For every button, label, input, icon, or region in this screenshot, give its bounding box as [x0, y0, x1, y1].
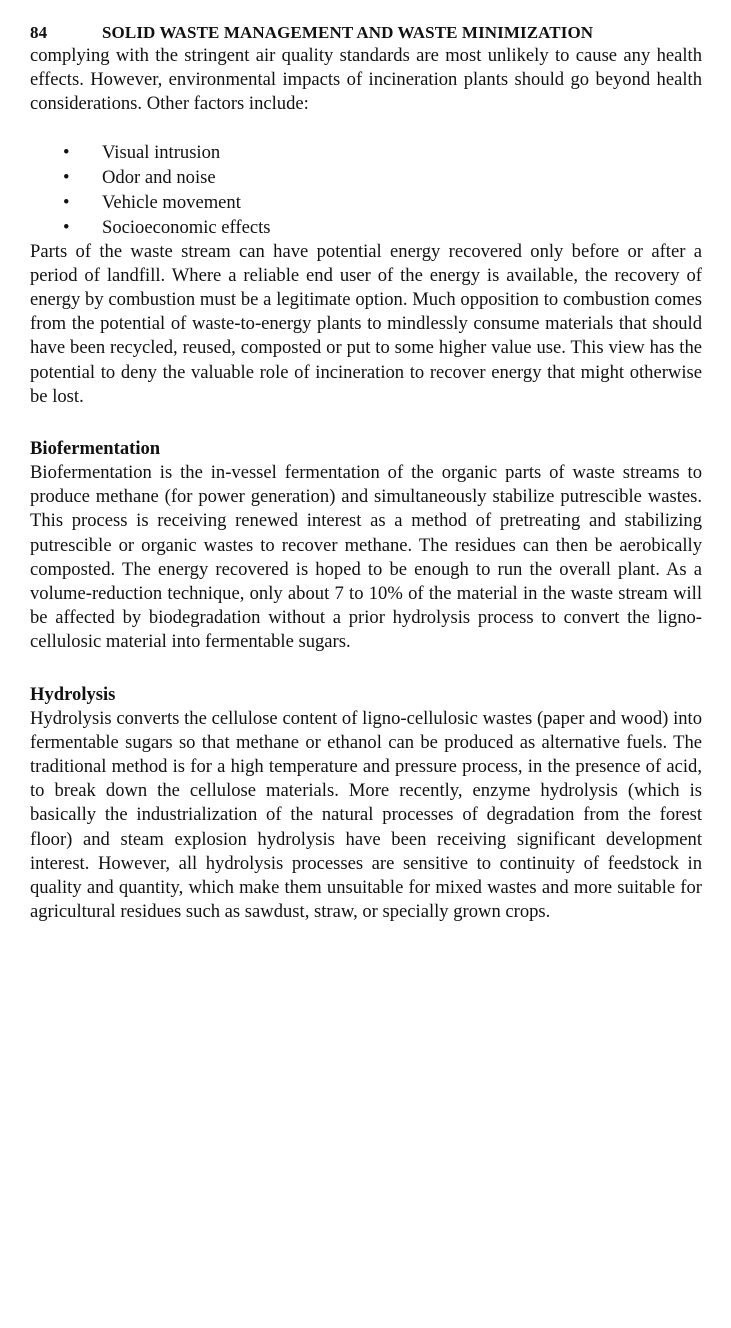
list-item	[30, 165, 702, 190]
bullet-icon: •	[63, 141, 70, 163]
running-header	[30, 22, 702, 44]
list-item	[30, 190, 702, 215]
bullet-icon: •	[63, 191, 70, 213]
list-item	[30, 215, 702, 240]
page-number: 84	[30, 23, 48, 42]
list-item-text: Socioeconomic effects	[102, 216, 271, 238]
document-page	[30, 22, 702, 924]
biofermentation-heading: Biofermentation	[30, 438, 161, 460]
hydrolysis-heading: Hydrolysis	[30, 683, 116, 705]
hydrolysis-paragraph: Hydrolysis converts the cellulose content of ligno-cellulosic wastes (paper and wood) into fermentable sugars so that methane or ethanol can be produced as alternative fuels. The traditional method is for a high temperature and pressure process, in the presence of acid, to break down the cellulose materials. More recently, enzyme hydrolysis (which is basically the industrialization of the natural processes of degradation from the forest floor) and steam explosion hydrolysis have been receiving significant development interest. However, all hydrolysis processes are sensitive to continuity of feedstock in quality and quantity, which make them unsuitable for mixed wastes and more suitable for agricultural residues such as sawdust, straw, or specially grown crops.	[30, 707, 702, 923]
energy-recovery-paragraph: Parts of the waste stream can have potential energy recovered only before or after a period of landfill. Where a reliable end user of the energy is available, the recovery of energy by combustion must be a legitimate option. Much opposition to combustion comes from the potential of waste-to-energy plants to mindlessly consume materials that should have been recycled, reused, composted or put to some higher value use. This view has the potential to deny the valuable role of incineration to recover energy that might otherwise be lost.	[30, 240, 702, 407]
list-item-text: Vehicle movement	[102, 191, 241, 213]
running-title: SOLID WASTE MANAGEMENT AND WASTE MINIMIZATION	[102, 23, 594, 42]
impact-factors-list	[30, 140, 702, 240]
bullet-icon: •	[63, 216, 70, 238]
intro-paragraph: complying with the stringent air quality standards are most unlikely to cause any health effects. However, environmental impacts of incineration plants should go beyond health considerations. Other factors include:	[30, 45, 702, 115]
biofermentation-paragraph: Biofermentation is the in-vessel fermentation of the organic parts of waste streams to produce methane (for power generation) and simultaneously stabilize putrescible wastes. This process is receiving renewed interest as a method of pretreating and stabilizing putrescible or organic wastes to recover methane. The residues can then be aerobically composted. The energy recovered is hoped to be enough to run the overall plant. As a volume-reduction technique, only about 7 to 10% of the material in the waste stream will be affected by biodegradation without a prior hydrolysis process to convert the ligno-cellulosic material into fermentable sugars.	[30, 462, 702, 653]
list-item-text: Odor and noise	[102, 166, 216, 188]
list-item	[30, 140, 702, 165]
bullet-icon: •	[63, 166, 70, 188]
list-item-text: Visual intrusion	[102, 141, 221, 163]
